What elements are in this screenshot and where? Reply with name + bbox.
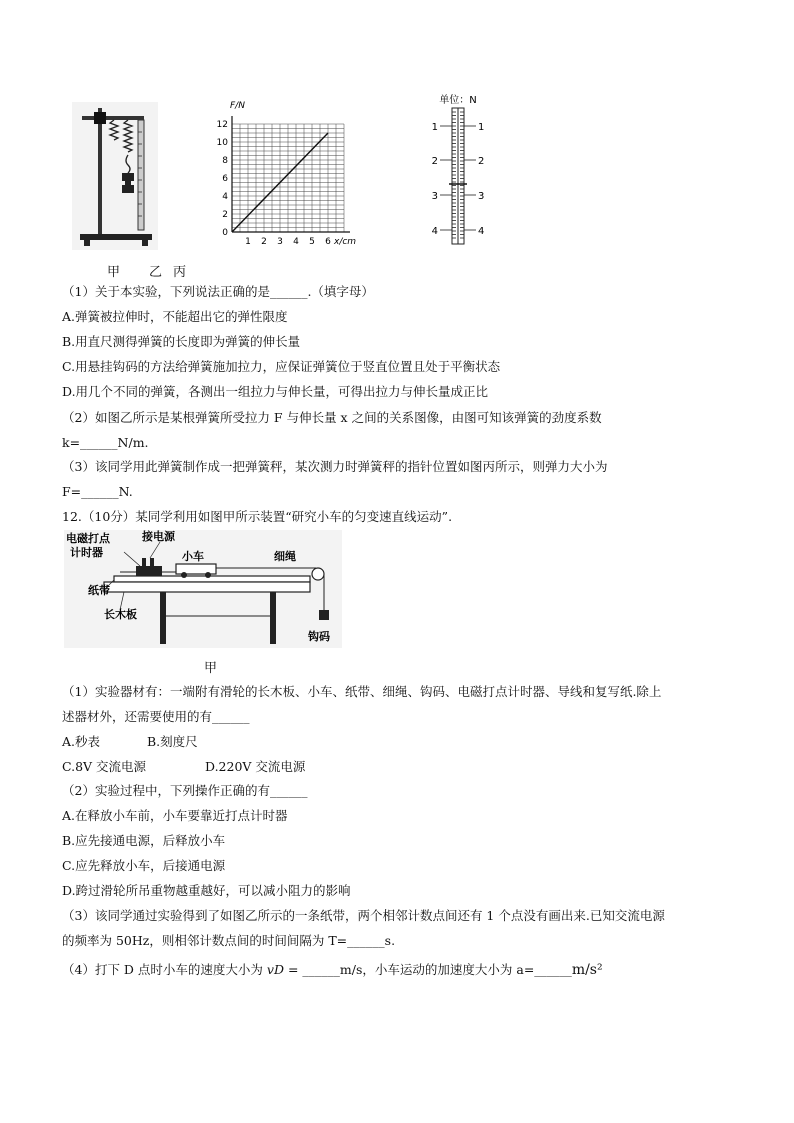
q12-title: 12.（10分）某同学利用如图甲所示装置“研究小车的匀变速直线运动”. (62, 509, 453, 524)
scale-mark-left-3: 3 (431, 191, 438, 202)
y-tick-label: 12 (216, 120, 228, 130)
q12-part1-option-b: B.刻度尺 (147, 734, 198, 749)
q11-part1-option-c: C.用悬挂钩码的方法给弹簧施加拉力，应保证弹簧位于竖直位置且处于平衡状态 (62, 359, 501, 374)
y-tick-label: 0 (222, 228, 228, 238)
scale-mark-left-2: 2 (431, 156, 438, 167)
q11-part2-line2: k=______N/m. (62, 435, 149, 450)
x-axis-label: x/cm (334, 237, 357, 247)
q11-part1-option-d: D.用几个不同的弹簧，各测出一组拉力与伸长量，可得出拉力与伸长量成正比 (62, 384, 489, 399)
y-tick-label: 4 (222, 192, 228, 202)
q12-part4-mid: = ______m/s，小车运动的加速度大小为 a=______ (284, 962, 572, 977)
scale-mark-left-1: 1 (431, 122, 438, 133)
q12-part2-option-c: C.应先释放小车，后接通电源 (62, 858, 226, 873)
q11-part1-question: （1）关于本实验，下列说法正确的是______.（填字母） (62, 284, 374, 299)
label-power: 接电源 (142, 530, 175, 543)
figure-cart-apparatus (64, 530, 342, 648)
label-rope: 细绳 (274, 550, 296, 563)
q12-part4 (62, 961, 603, 979)
q12-part1-option-a: A.秒表 (62, 734, 101, 749)
q11-part1-option-a: A.弹簧被拉伸时，不能超出它的弹性限度 (62, 309, 288, 324)
q12-part1-option-c: C.8V 交流电源 (62, 759, 147, 774)
q12-part4-pre: （4）打下 D 点时小车的速度大小为 (62, 962, 267, 977)
caption-jia: 甲 (107, 265, 121, 280)
y-tick-label: 10 (216, 138, 228, 148)
q11-part3-line2: F=______N. (62, 484, 133, 499)
q12-part4-vd: vD (266, 962, 284, 977)
x-tick-label: 6 (325, 237, 331, 247)
y-tick-label: 8 (222, 156, 228, 166)
q12-part1-line1: （1）实验器材有：一端附有滑轮的长木板、小车、纸带、细绳、钩码、电磁打点计时器、导线和复写纸.除上 (62, 684, 662, 699)
figure-spring-stand (72, 102, 158, 250)
q12-part3-line2: 的频率为 50Hz，则相邻计数点间的时间间隔为 T=______s. (62, 933, 396, 948)
q11-part3-line1: （3）该同学用此弹簧制作成一把弹簧秤，某次测力时弹簧秤的指针位置如图丙所示，则弹力大小为 (62, 459, 608, 474)
label-timer: 电磁打点 (66, 532, 110, 545)
caption-bing: 丙 (173, 265, 187, 280)
x-tick-label: 4 (293, 237, 299, 247)
q12-part2-option-b: B.应先接通电源，后释放小车 (62, 833, 226, 848)
scale-unit-label: 单位：N (439, 95, 477, 106)
q11-part1-option-b: B.用直尺测得弹簧的长度即为弹簧的伸长量 (62, 334, 301, 349)
caption-q12-jia: 甲 (204, 661, 218, 676)
q12-part2-question: （2）实验过程中，下列操作正确的有______ (62, 783, 308, 798)
q12-part2-option-a: A.在释放小车前，小车要靠近打点计时器 (62, 808, 288, 823)
label-board: 长木板 (104, 608, 137, 621)
q12-part1-line2: 述器材外，还需要使用的有______ (62, 709, 250, 724)
y-axis-label: F/N (230, 101, 245, 111)
q12-part4-unit: m/s² (571, 962, 603, 978)
scale-mark-right-1: 1 (478, 122, 485, 133)
caption-yi: 乙 (149, 265, 163, 280)
q12-part3-line1: （3）该同学通过实验得到了如图乙所示的一条纸带，两个相邻计数点间还有 1 个点没有画出来.已知交流电源 (62, 908, 665, 923)
q11-part2-line1: （2）如图乙所示是某根弹簧所受拉力 F 与伸长量 x 之间的关系图像，由图可知该弹簧的劲度系数 (62, 410, 602, 425)
scale-mark-right-4: 4 (478, 226, 485, 237)
x-tick-label: 3 (277, 237, 283, 247)
label-cart: 小车 (182, 550, 204, 563)
scale-mark-right-2: 2 (478, 156, 485, 167)
q12-part1-option-d: D.220V 交流电源 (205, 759, 306, 774)
scale-mark-left-4: 4 (431, 226, 438, 237)
label-timer-2: 计时器 (70, 546, 103, 559)
x-tick-label: 2 (261, 237, 267, 247)
q12-part2-option-d: D.跨过滑轮所吊重物越重越好，可以减小阻力的影响 (62, 883, 351, 898)
label-tape: 纸带 (88, 584, 110, 597)
figure-spring-scale (418, 92, 506, 248)
label-weight: 钩码 (308, 630, 330, 643)
y-tick-label: 2 (222, 210, 228, 220)
x-tick-label: 5 (309, 237, 315, 247)
x-tick-label: 1 (245, 237, 251, 247)
scale-mark-right-3: 3 (478, 191, 485, 202)
figure-force-extension-chart (212, 100, 362, 248)
y-tick-label: 6 (222, 174, 228, 184)
